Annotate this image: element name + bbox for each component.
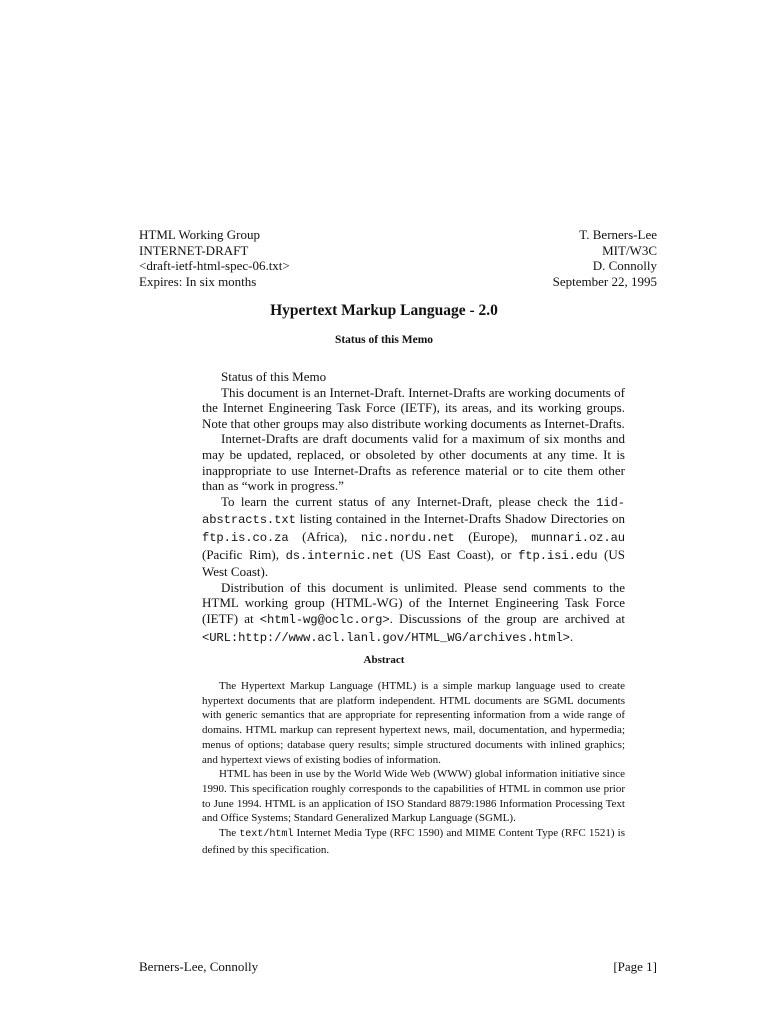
memo-paragraph-1: This document is an Internet-Draft. Internet-Drafts are working documents of the Internet Engineering Task Force (IETF), its areas, and its working groups. Note that other groups may also distribute working documents as Internet-Drafts. [202,384,625,431]
memo-paragraph-2: Internet-Drafts are draft documents valid for a maximum of six months and may be updated, replaced, or obsoleted by other documents at any time. It is inappropriate to use Internet-Drafts as reference material or to cite them other than as “work in progress.” [202,431,625,494]
author-2-line: D. Connolly [592,258,657,274]
memo-text: listing contained in the Internet-Drafts Shadow Directories on [295,511,625,527]
code-url: <URL:http://www.acl.lanl.gov/HTML_WG/archives.html> [202,630,570,645]
memo-text: Distribution of this document is unlimited. Please send comments to the HTML working group (HTML-WG) of the Internet Engineering Task Force (IETF) at [202,579,625,626]
memo-text: . Discussions of the group are archived at [389,610,625,626]
code-filename: 1id-abstracts.txt [202,495,625,528]
abstract-text: The [219,827,240,840]
code-hostname: munnari.oz.au [531,530,626,545]
draft-filename-line: <draft-ietf-html-spec-06.txt> [139,258,290,274]
memo-text: To learn the current status of any Internet-Draft, please check the [221,493,597,509]
affiliation-line: MIT/W3C [602,242,657,258]
memo-paragraph-3 [202,494,625,580]
section-heading-abstract: Abstract [363,654,405,666]
code-hostname: ds.internic.net [285,548,394,563]
memo-text: . [569,628,574,644]
memo-paragraph-4 [202,580,625,646]
status-memo-body [202,369,625,646]
abstract-body [202,679,625,857]
footer-authors: Berners-Lee, Connolly [139,959,259,974]
header-right-block [553,227,657,289]
memo-text: (Africa), [288,528,361,544]
header-left-block [139,227,290,289]
section-heading-status: Status of this Memo [334,334,434,346]
memo-text: (US West Coast). [202,546,625,580]
memo-paragraph-heading: Status of this Memo [221,369,327,384]
abstract-text: Internet Media Type (RFC 1590) and MIME Content Type (RFC 1521) is defined by this specification. [202,827,625,856]
memo-text: (Pacific Rim), [202,546,286,562]
date-line: September 22, 1995 [552,273,657,289]
memo-text: (US East Coast), or [393,546,519,562]
abstract-paragraph-1: The Hypertext Markup Language (HTML) is a simple markup language used to create hypertext documents that are platform independent. HTML documents are SGML documents with generic semantics that are appropriate for representing information from a wide range of domains. HTML markup can represent hypertext news, mail, documentation, and hypermedia; menus of options; database query results; simple structured documents with inlined graphics; and hypertext views of existing bodies of information. [202,680,625,766]
expiry-line: Expires: In six months [139,273,257,289]
code-hostname: ftp.is.co.za [202,530,289,545]
draft-type-line: INTERNET-DRAFT [139,242,249,258]
code-email: <html-wg@oclc.org> [259,612,390,627]
memo-text: (Europe), [454,528,532,544]
author-1-line: T. Berners-Lee [579,227,657,242]
working-group-line: HTML Working Group [139,227,260,242]
abstract-paragraph-3 [202,826,625,857]
document-title: Hypertext Markup Language - 2.0 [270,302,498,319]
abstract-paragraph-2: HTML has been in use by the World Wide Web (WWW) global information initiative since 1990. This specification roughly corresponds to the capabilities of HTML in common use prior to June 1994. HTML is an application of ISO Standard 8879:1986 Information Processing Text and Office Systems; Standard Generalized Markup Language (SGML). [202,768,625,825]
code-hostname: ftp.isi.edu [518,548,598,563]
footer-page-number: [Page 1] [613,959,657,974]
code-media-type: text/html [239,829,294,841]
code-hostname: nic.nordu.net [360,530,455,545]
